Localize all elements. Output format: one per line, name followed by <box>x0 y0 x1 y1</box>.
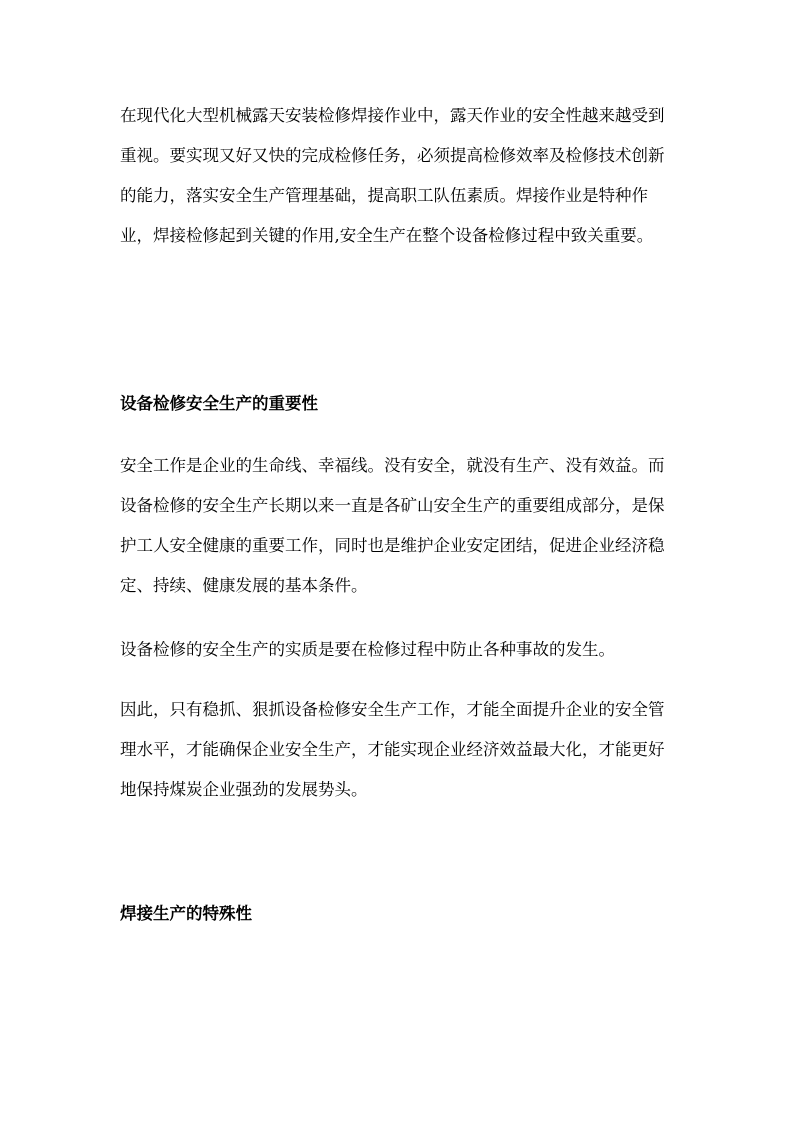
intro-paragraph: 在现代化大型机械露天安装检修焊接作业中，露天作业的安全性越来越受到重视。要实现又好又快的完成检修任务，必须提高检修效率及检修技术创新的能力，落实安全生产管理基础，提高职工队伍素质。焊接作业是特种作业，焊接检修起到关键的作用,安全生产在整个设备检修过程中致关重要。 <box>120 106 665 245</box>
importance-paragraph-3: 因此，只有稳抓、狠抓设备检修安全生产工作，才能全面提升企业的安全管理水平，才能确保企业安全生产，才能实现企业经济效益最大化，才能更好地保持煤炭企业强劲的发展势头。 <box>120 700 665 799</box>
importance-paragraph-2: 设备检修的安全生产的实质是要在检修过程中防止各种事故的发生。 <box>120 640 615 659</box>
importance-paragraph-1: 安全工作是企业的生命线、幸福线。没有安全，就没有生产、没有效益。而设备检修的安全生产长期以来一直是各矿山安全生产的重要组成部分，是保护工人安全健康的重要工作，同时也是维护企业安定团结，促进企业经济稳定、持续、健康发展的基本条件。 <box>120 456 665 595</box>
section-heading-importance: 设备检修安全生产的重要性 <box>120 394 318 413</box>
section-heading-welding: 焊接生产的特殊性 <box>120 904 252 923</box>
